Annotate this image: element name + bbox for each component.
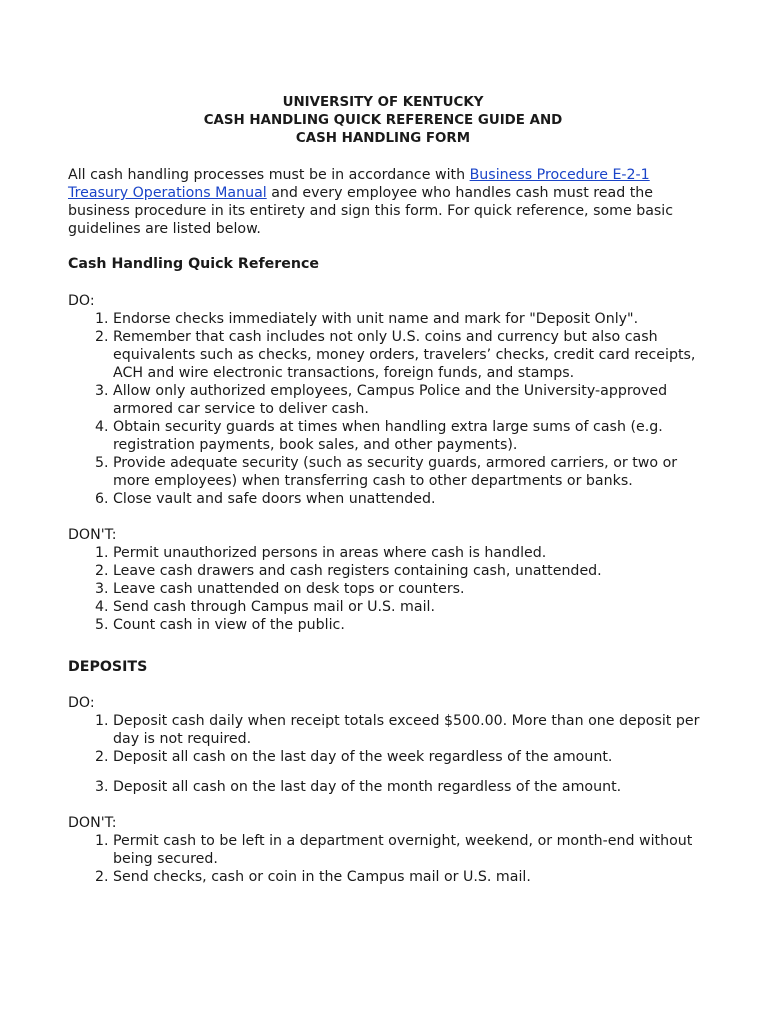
quick-reference-do-label: DO:: [68, 293, 95, 309]
deposits-heading: DEPOSITS: [68, 659, 148, 675]
list-item: 1. Deposit cash daily when receipt totals exceed $500.00. More than one deposit per day is not required.: [113, 712, 703, 748]
list-item: 1. Endorse checks immediately with unit name and mark for "Deposit Only".: [113, 310, 703, 328]
list-item: 2. Send checks, cash or coin in the Campus mail or U.S. mail.: [113, 868, 703, 886]
deposits-dont-list: [68, 832, 703, 886]
list-item: 3. Leave cash unattended on desk tops or counters.: [113, 580, 703, 598]
list-item: 3. Deposit all cash on the last day of the month regardless of the amount.: [113, 778, 703, 796]
list-item: 4. Send cash through Campus mail or U.S. mail.: [113, 598, 703, 616]
list-item: 5. Provide adequate security (such as security guards, armored carriers, or two or more employees) when transferring cash to other departments or banks.: [113, 454, 703, 490]
list-item: 2. Remember that cash includes not only U.S. coins and currency but also cash equivalents such as checks, money orders, travelers’ checks, credit card receipts, ACH and wire electronic transactions, foreign funds, and stamps.: [113, 328, 703, 382]
list-item: 4. Obtain security guards at times when handling extra large sums of cash (e.g. registration payments, book sales, and other payments).: [113, 418, 703, 454]
title-line-2: CASH HANDLING QUICK REFERENCE GUIDE AND: [203, 113, 563, 128]
quick-reference-dont-label: DON'T:: [68, 527, 117, 543]
deposits-do-label: DO:: [68, 695, 95, 711]
quick-reference-do-list: [68, 310, 703, 508]
intro-paragraph: [68, 166, 708, 238]
list-item: 1. Permit unauthorized persons in areas where cash is handled.: [113, 544, 703, 562]
list-item: 2. Leave cash drawers and cash registers containing cash, unattended.: [113, 562, 703, 580]
quick-reference-heading: Cash Handling Quick Reference: [68, 256, 319, 272]
list-item: 6. Close vault and safe doors when unattended.: [113, 490, 703, 508]
list-item: 5. Count cash in view of the public.: [113, 616, 703, 634]
deposits-do-list: [68, 712, 703, 796]
intro-text-after: and every employee who handles cash must read the business procedure in its entirety and sign this form. For quick reference, some basic guidelines are listed below.: [68, 185, 674, 237]
list-item: 3. Allow only authorized employees, Campus Police and the University-approved armored car service to deliver cash.: [113, 382, 703, 418]
document-title: [68, 94, 698, 148]
intro-text-before: All cash handling processes must be in accordance with: [68, 167, 470, 183]
quick-reference-dont-list: [68, 544, 703, 634]
list-item: 1. Permit cash to be left in a department overnight, weekend, or month-end without being secured.: [113, 832, 703, 868]
list-item: 2. Deposit all cash on the last day of the week regardless of the amount.: [113, 748, 703, 766]
title-line-3: CASH HANDLING FORM: [295, 131, 471, 146]
deposits-dont-label: DON'T:: [68, 815, 117, 831]
title-line-1: UNIVERSITY OF KENTUCKY: [282, 95, 484, 110]
business-procedure-link[interactable]: Business Procedure E-2-1 Treasury Operations Manual: [68, 167, 650, 201]
